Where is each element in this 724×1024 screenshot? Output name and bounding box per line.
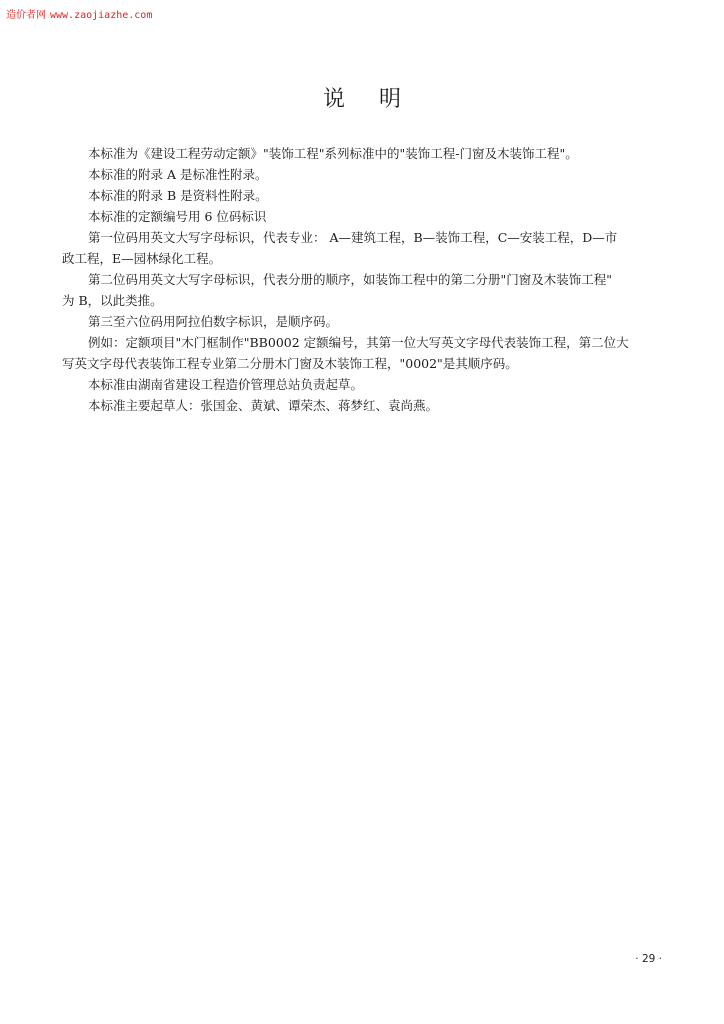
paragraph (88, 395, 678, 416)
paragraph (88, 143, 678, 164)
document-body (62, 143, 678, 416)
paragraph (88, 311, 678, 332)
paragraph-text: 本标准由湖南省建设工程造价管理总站负责起草。 (88, 377, 364, 392)
paragraph-text: 本标准为《建设工程劳动定额》"装饰工程"系列标准中的"装饰工程-门窗及木装饰工程"。 (88, 146, 578, 161)
page-title: 说明 (322, 87, 435, 112)
paragraph (62, 332, 678, 374)
page-number: · 29 · (635, 953, 662, 965)
paragraph-text: 例如：定额项目"木门框制作"BB0002 定额编号，其第一位大写英文字母代表装饰工程，第二位大 (88, 335, 629, 350)
paragraph (62, 269, 678, 311)
paragraph-continuation: 写英文字母代表装饰工程专业第二分册木门窗及木装饰工程，"0002"是其顺序码。 (62, 356, 518, 371)
watermark-url[interactable]: www.zaojiazhe.com (50, 10, 153, 21)
paragraph-text: 本标准主要起草人：张国金、黄斌、谭荣杰、蒋梦红、袁尚燕。 (88, 398, 439, 413)
paragraph-text: 本标准的定额编号用 6 位码标识 (88, 209, 267, 224)
paragraph (88, 374, 678, 395)
paragraph (88, 206, 678, 227)
paragraph (88, 164, 678, 185)
watermark (6, 6, 152, 21)
paragraph-text: 本标准的附录 B 是资料性附录。 (88, 188, 268, 203)
watermark-site-name: 造价者网 (6, 10, 46, 21)
paragraph-text: 第二位码用英文大写字母标识，代表分册的顺序，如装饰工程中的第二分册"门窗及木装饰工程" (88, 272, 613, 287)
paragraph-text: 第三至六位码用阿拉伯数字标识，是顺序码。 (88, 314, 339, 329)
paragraph-text: 第一位码用英文大写字母标识，代表专业： A—建筑工程，B—装饰工程，C—安装工程，D—市 (88, 230, 618, 245)
paragraph (88, 185, 678, 206)
paragraph-text: 本标准的附录 A 是标准性附录。 (88, 167, 268, 182)
paragraph-continuation: 为 B，以此类推。 (62, 293, 163, 308)
paragraph (62, 227, 678, 269)
paragraph-continuation: 政工程，E—园林绿化工程。 (62, 251, 222, 266)
